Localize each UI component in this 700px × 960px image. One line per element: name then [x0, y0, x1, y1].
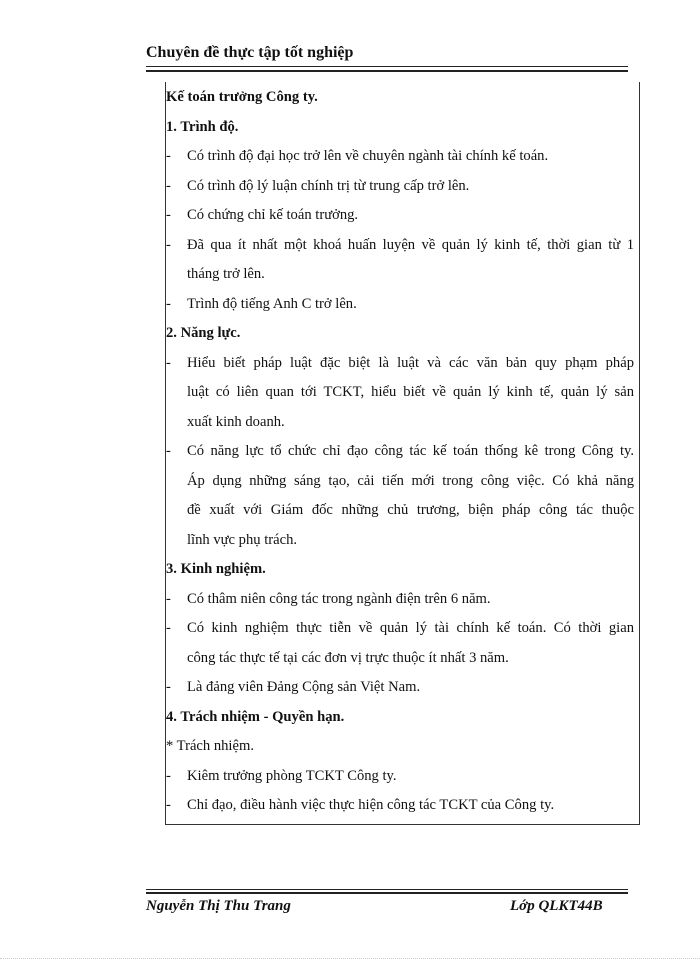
list-item-line: Chỉ đạo, điều hành việc thực hiện công tác TCKT của Công ty. [187, 797, 555, 813]
list-item-line: Kiêm trưởng phòng TCKT Công ty. [187, 767, 397, 784]
list-item-line: lĩnh vực phụ trách. [187, 531, 298, 548]
list-bullet: - [166, 797, 171, 813]
list-bullet: - [166, 295, 171, 312]
list-item-line: Có trình độ đại học trở lên về chuyên ngành tài chính kế toán. [187, 148, 549, 164]
section-heading: 2. Năng lực. [166, 325, 241, 341]
header-rule-bottom [146, 70, 628, 72]
subsection-heading: * Trách nhiệm. [166, 738, 254, 754]
list-bullet: - [166, 767, 171, 784]
list-item-line: Có chứng chỉ kế toán trưởng. [187, 207, 359, 223]
list-item-line: Áp dụng những sáng tạo, cải tiến mới trong công việc. Có khả năng [187, 472, 634, 489]
footer-class: Lớp QLKT44B [510, 898, 603, 914]
list-item-line: Hiểu biết pháp luật đặc biệt là luật và các văn bản quy phạm pháp [187, 354, 634, 371]
list-item-line: tháng trở lên. [187, 266, 265, 282]
page-edge-rule [0, 958, 700, 959]
page-header-title: Chuyên đề thực tập tốt nghiệp [146, 44, 354, 61]
list-item-line: Đã qua ít nhất một khoá huấn luyện về quản lý kinh tế, thời gian từ 1 [187, 236, 634, 253]
list-item-line: Có trình độ lý luận chính trị từ trung cấp trở lên. [187, 177, 470, 194]
list-bullet: - [166, 148, 171, 164]
section-heading: 1. Trình độ. [166, 118, 239, 135]
footer-author: Nguyễn Thị Thu Trang [146, 898, 291, 914]
list-bullet: - [166, 679, 171, 695]
list-bullet: - [166, 207, 171, 223]
list-item-line: Có thâm niên công tác trong ngành điện trên 6 năm. [187, 590, 491, 607]
footer-rule-top [146, 889, 628, 890]
list-item-line: Trình độ tiếng Anh C trở lên. [187, 295, 357, 312]
list-item-line: Là đảng viên Đảng Cộng sản Việt Nam. [187, 679, 421, 695]
list-bullet: - [166, 236, 171, 253]
section-heading: 4. Trách nhiệm - Quyền hạn. [166, 708, 345, 725]
list-item-line: đề xuất với Giám đốc những chủ trương, biện pháp công tác thuộc [187, 502, 634, 518]
list-item-line: luật có liên quan tới TCKT, hiểu biết về quản lý kinh tế, quản lý sản [187, 384, 634, 400]
list-bullet: - [166, 590, 171, 607]
list-item-line: Có năng lực tổ chức chỉ đạo công tác kế toán thống kê trong Công ty. [187, 443, 634, 459]
list-bullet: - [166, 443, 171, 459]
list-item-line: công tác thực tế tại các đơn vị trực thuộc ít nhất 3 năm. [187, 649, 509, 666]
intro-line: Kế toán trưởng Công ty. [166, 89, 318, 105]
list-bullet: - [166, 177, 171, 194]
header-rule-top [146, 66, 628, 67]
section-heading: 3. Kinh nghiệm. [166, 561, 266, 577]
list-item-line: xuất kinh doanh. [187, 413, 285, 430]
footer-rule-bottom [146, 892, 628, 894]
list-bullet: - [166, 354, 171, 371]
list-item-line: Có kinh nghiệm thực tiễn về quản lý tài chính kế toán. Có thời gian [187, 620, 634, 636]
list-bullet: - [166, 620, 171, 636]
